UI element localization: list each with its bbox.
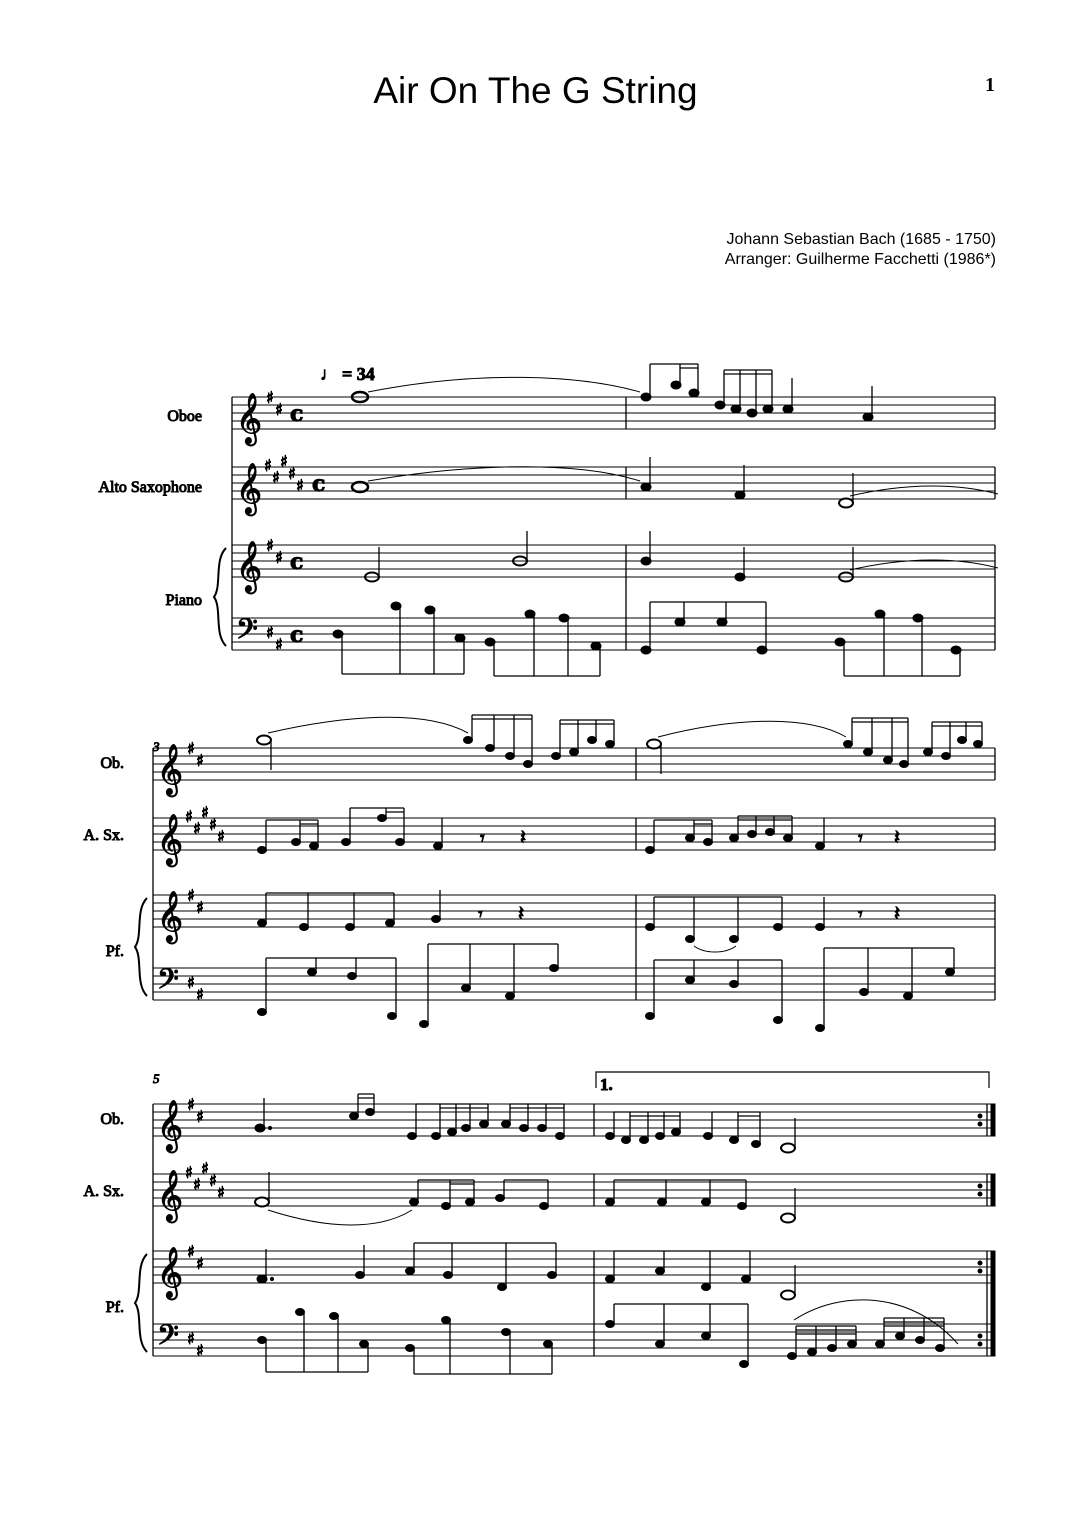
composer-credit: Johann Sebastian Bach (1685 - 1750) bbox=[726, 231, 996, 248]
piano-brace bbox=[214, 548, 226, 646]
svg-text:♯: ♯ bbox=[196, 985, 204, 1004]
tempo-text: = 34 bbox=[342, 364, 375, 384]
instrument-label-oboe: Oboe bbox=[167, 408, 202, 425]
svg-text:♯: ♯ bbox=[193, 1175, 201, 1194]
treble-clef-icon: 𝄞 bbox=[157, 1247, 184, 1298]
svg-text:♯: ♯ bbox=[264, 456, 272, 475]
tie bbox=[368, 377, 640, 392]
svg-text:♯: ♯ bbox=[275, 548, 283, 567]
svg-text:♯: ♯ bbox=[185, 1163, 193, 1182]
barlines bbox=[153, 748, 995, 1000]
svg-text:♯: ♯ bbox=[266, 623, 274, 642]
svg-text:♯: ♯ bbox=[275, 635, 283, 654]
time-signature-sax: c bbox=[312, 471, 326, 497]
page-number: 1 bbox=[985, 74, 995, 96]
time-signature-piano-rh: c bbox=[290, 549, 304, 575]
svg-text:♯: ♯ bbox=[196, 1254, 204, 1273]
instrument-label-sax-short: A. Sx. bbox=[83, 1183, 124, 1200]
svg-text:♯: ♯ bbox=[201, 1159, 209, 1178]
sax-measures-3-4 bbox=[258, 808, 901, 854]
svg-text:♯: ♯ bbox=[209, 1171, 217, 1190]
quarter-note-icon: ♩ bbox=[320, 364, 338, 384]
treble-clef-icon: 𝄞 bbox=[236, 393, 263, 444]
time-signature-oboe: c bbox=[290, 401, 304, 427]
volta-bracket bbox=[596, 1072, 989, 1088]
quarter-rest-icon: 𝄽 bbox=[894, 825, 901, 849]
svg-text:♯: ♯ bbox=[187, 1242, 195, 1261]
system-3 bbox=[84, 1071, 995, 1374]
oboe-measures-5-6 bbox=[255, 1094, 795, 1153]
svg-text:♯: ♯ bbox=[185, 807, 193, 826]
instrument-label-oboe-short: Ob. bbox=[100, 755, 124, 772]
arranger-credit: Arranger: Guilherme Facchetti (1986*) bbox=[724, 251, 996, 268]
svg-text:♯: ♯ bbox=[280, 452, 288, 471]
key-signature bbox=[185, 739, 225, 1004]
staff-lines bbox=[153, 1104, 995, 1356]
bass-clef-icon: 𝄢 bbox=[157, 963, 179, 1003]
key-signature bbox=[185, 1095, 225, 1360]
svg-text:♯: ♯ bbox=[266, 388, 274, 407]
svg-text:♯: ♯ bbox=[266, 536, 274, 555]
piano-lh-measures-1-2 bbox=[333, 602, 961, 676]
instrument-label-oboe-short: Ob. bbox=[100, 1111, 124, 1128]
quarter-rest-icon: 𝄽 bbox=[520, 825, 527, 849]
oboe-measure-2 bbox=[641, 364, 873, 421]
svg-text:♯: ♯ bbox=[196, 898, 204, 917]
svg-text:♯: ♯ bbox=[196, 1107, 204, 1126]
treble-clef-icon: 𝄞 bbox=[157, 1100, 184, 1151]
instrument-label-piano-short: Pf. bbox=[105, 1299, 124, 1316]
treble-clef-icon: 𝄞 bbox=[157, 814, 184, 865]
svg-text:♯: ♯ bbox=[272, 468, 280, 487]
svg-text:♯: ♯ bbox=[187, 973, 195, 992]
measure-number: 5 bbox=[153, 1071, 160, 1086]
piano-lh-measures-5-6 bbox=[258, 1300, 959, 1374]
treble-clef-icon: 𝄞 bbox=[157, 1170, 184, 1221]
svg-text:♯: ♯ bbox=[193, 819, 201, 838]
instrument-label-sax-short: A. Sx. bbox=[83, 827, 124, 844]
piano-rh-measures-1-2 bbox=[365, 531, 998, 582]
svg-text:♯: ♯ bbox=[187, 886, 195, 905]
svg-text:♯: ♯ bbox=[288, 464, 296, 483]
system-1 bbox=[98, 364, 998, 676]
svg-text:♯: ♯ bbox=[209, 815, 217, 834]
svg-text:♯: ♯ bbox=[217, 1183, 225, 1202]
quarter-rest-icon: 𝄽 bbox=[894, 901, 901, 925]
treble-clef-icon: 𝄞 bbox=[236, 463, 263, 514]
instrument-label-piano: Piano bbox=[165, 592, 202, 609]
piano-brace bbox=[135, 1254, 147, 1352]
barlines bbox=[153, 1104, 987, 1356]
bass-clef-icon: 𝄢 bbox=[236, 613, 258, 653]
eighth-rest-icon: 𝄾 bbox=[478, 904, 483, 925]
eighth-rest-icon: 𝄾 bbox=[480, 828, 485, 849]
eighth-rest-icon: 𝄾 bbox=[858, 904, 863, 925]
svg-text:♯: ♯ bbox=[196, 751, 204, 770]
key-signature bbox=[264, 388, 304, 654]
volta-label: 1. bbox=[600, 1075, 613, 1094]
svg-text:♯: ♯ bbox=[201, 803, 209, 822]
staff-lines bbox=[153, 748, 995, 1000]
piano-brace bbox=[135, 898, 147, 996]
piano-rh-measures-3-4 bbox=[258, 890, 901, 952]
sax-measure-2 bbox=[641, 457, 998, 508]
svg-text:♯: ♯ bbox=[196, 1341, 204, 1360]
page-title: Air On The G String bbox=[373, 70, 698, 111]
instrument-label-alto-saxophone: Alto Saxophone bbox=[98, 479, 202, 496]
svg-text:♯: ♯ bbox=[217, 827, 225, 846]
piano-lh-measures-3-4 bbox=[258, 944, 955, 1032]
time-signature-piano-lh: c bbox=[290, 622, 304, 648]
svg-text:♯: ♯ bbox=[187, 1095, 195, 1114]
treble-clef-icon: 𝄞 bbox=[236, 541, 263, 592]
svg-text:♯: ♯ bbox=[296, 476, 304, 495]
bass-clef-icon: 𝄢 bbox=[157, 1319, 179, 1359]
svg-text:♯: ♯ bbox=[187, 739, 195, 758]
treble-clef-icon: 𝄞 bbox=[157, 891, 184, 942]
treble-clef-icon: 𝄞 bbox=[157, 744, 184, 795]
tempo-marking bbox=[320, 364, 375, 384]
svg-text:♯: ♯ bbox=[275, 400, 283, 419]
tie bbox=[368, 467, 640, 481]
svg-text:♯: ♯ bbox=[187, 1329, 195, 1348]
eighth-rest-icon: 𝄾 bbox=[858, 828, 863, 849]
system-2 bbox=[84, 715, 995, 1032]
quarter-rest-icon: 𝄽 bbox=[518, 901, 525, 925]
oboe-measures-3-4 bbox=[257, 715, 983, 774]
instrument-label-piano-short: Pf. bbox=[105, 943, 124, 960]
measure-number: 3 bbox=[153, 739, 160, 754]
